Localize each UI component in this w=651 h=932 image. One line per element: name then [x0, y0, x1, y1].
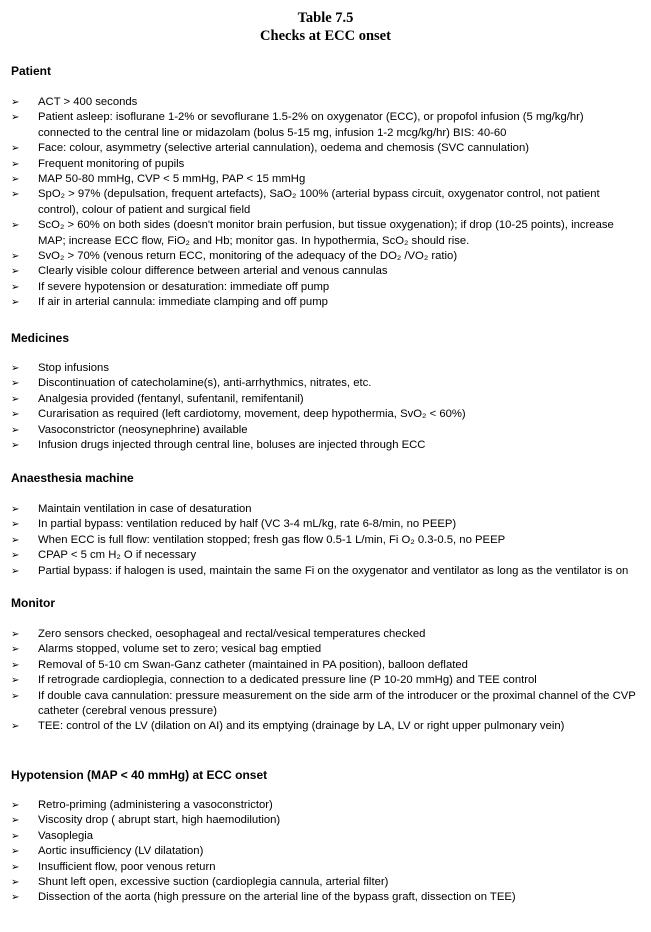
section-heading-hypotension: Hypotension (MAP < 40 mmHg) at ECC onset [11, 768, 268, 782]
list-item: ➢ Viscosity drop ( abrupt start, high haemodilution) [11, 813, 636, 828]
list-item: ➢ MAP 50-80 mmHg, CVP < 5 mmHg, PAP < 15 mmHg [11, 172, 636, 187]
list-item: ➢ Zero sensors checked, oesophageal and rectal/vesical temperatures checked [11, 627, 636, 642]
list-item: ➢ Face: colour, asymmetry (selective arterial cannulation), oedema and chemosis (SVC cannulation) [11, 141, 636, 156]
list-item: ➢ Patient asleep: isoflurane 1-2% or sevoflurane 1.5-2% on oxygenator (ECC), or propofol infusion (5 mg/kg/hr) connected to the central line or midazolam (bolus 5-15 mg, infusion 1-2 mcg/kg/hr) BIS: 40-60 [11, 110, 636, 141]
monitor-list [11, 627, 636, 735]
list-item: ➢ ACT > 400 seconds [11, 95, 636, 110]
list-item: ➢ Stop infusions [11, 361, 636, 376]
list-item: ➢ Dissection of the aorta (high pressure on the arterial line of the bypass graft, dissection on TEE) [11, 890, 636, 905]
list-item: ➢ If retrograde cardioplegia, connection to a dedicated pressure line (P 10-20 mmHg) and TEE control [11, 673, 636, 688]
list-item: ➢ Discontinuation of catecholamine(s), anti-arrhythmics, nitrates, etc. [11, 376, 636, 391]
list-item: ➢ Vasoconstrictor (neosynephrine) available [11, 423, 636, 438]
patient-list [11, 95, 636, 311]
section-heading-patient: Patient [11, 64, 52, 78]
list-item: ➢ SvO₂ > 70% (venous return ECC, monitoring of the adequacy of the DO₂ /VO₂ ratio) [11, 249, 636, 264]
list-item: ➢ SpO₂ > 97% (depulsation, frequent artefacts), SaO₂ 100% (arterial bypass circuit, oxygenator control, not patient control), colour of patient and surgical field [11, 187, 636, 218]
list-item: ➢ If severe hypotension or desaturation: immediate off pump [11, 280, 636, 295]
hypotension-list [11, 798, 636, 906]
section-heading-monitor: Monitor [11, 596, 55, 610]
list-item: ➢ Infusion drugs injected through central line, boluses are injected through ECC [11, 438, 636, 453]
list-item: ➢ Retro-priming (administering a vasoconstrictor) [11, 798, 636, 813]
list-item: ➢ Clearly visible colour difference between arterial and venous cannulas [11, 264, 636, 279]
list-item: ➢ CPAP < 5 cm H₂ O if necessary [11, 548, 636, 563]
list-item: ➢ If air in arterial cannula: immediate clamping and off pump [11, 295, 636, 310]
anaesthesia-machine-list [11, 502, 636, 579]
list-item: ➢ Partial bypass: if halogen is used, maintain the same Fi on the oxygenator and ventilator as long as the ventilator is on [11, 564, 636, 579]
list-item: ➢ Insufficient flow, poor venous return [11, 860, 636, 875]
list-item: ➢ Aortic insufficiency (LV dilatation) [11, 844, 636, 859]
list-item: ➢ Vasoplegia [11, 829, 636, 844]
list-item: ➢ Maintain ventilation in case of desaturation [11, 502, 636, 517]
medicines-list [11, 361, 636, 453]
list-item: ➢ Analgesia provided (fentanyl, sufentanil, remifentanil) [11, 392, 636, 407]
list-item: ➢ Curarisation as required (left cardiotomy, movement, deep hypothermia, SvO₂ < 60%) [11, 407, 636, 422]
section-heading-anaesthesia-machine: Anaesthesia machine [11, 471, 134, 485]
list-item: ➢ Shunt left open, excessive suction (cardioplegia cannula, arterial filter) [11, 875, 636, 890]
list-item: ➢ In partial bypass: ventilation reduced by half (VC 3-4 mL/kg, rate 6-8/min, no PEEP) [11, 517, 636, 532]
list-item: ➢ ScO₂ > 60% on both sides (doesn't monitor brain perfusion, but tissue oxygenation); if drop (10-25 points), increase MAP; increase ECC flow, FiO₂ and Hb; monitor gas. In hypothermia, ScO₂ should rise. [11, 218, 636, 249]
list-item: ➢ TEE: control of the LV (dilation on AI) and its emptying (drainage by LA, LV or right upper pulmonary vein) [11, 719, 636, 734]
list-item: ➢ Frequent monitoring of pupils [11, 157, 636, 172]
section-heading-medicines: Medicines [11, 331, 70, 345]
list-item: ➢ Alarms stopped, volume set to zero; vesical bag emptied [11, 642, 636, 657]
list-item: ➢ When ECC is full flow: ventilation stopped; fresh gas flow 0.5-1 L/min, Fi O₂ 0.3-0.5, no PEEP [11, 533, 636, 548]
table-number: Table 7.5 [297, 10, 354, 26]
list-item: ➢ Removal of 5-10 cm Swan-Ganz catheter (maintained in PA position), balloon deflated [11, 658, 636, 673]
table-title: Checks at ECC onset [260, 28, 391, 44]
list-item: ➢ If double cava cannulation: pressure measurement on the side arm of the introducer or the proximal channel of the CVP catheter (cerebral venous pressure) [11, 689, 636, 720]
